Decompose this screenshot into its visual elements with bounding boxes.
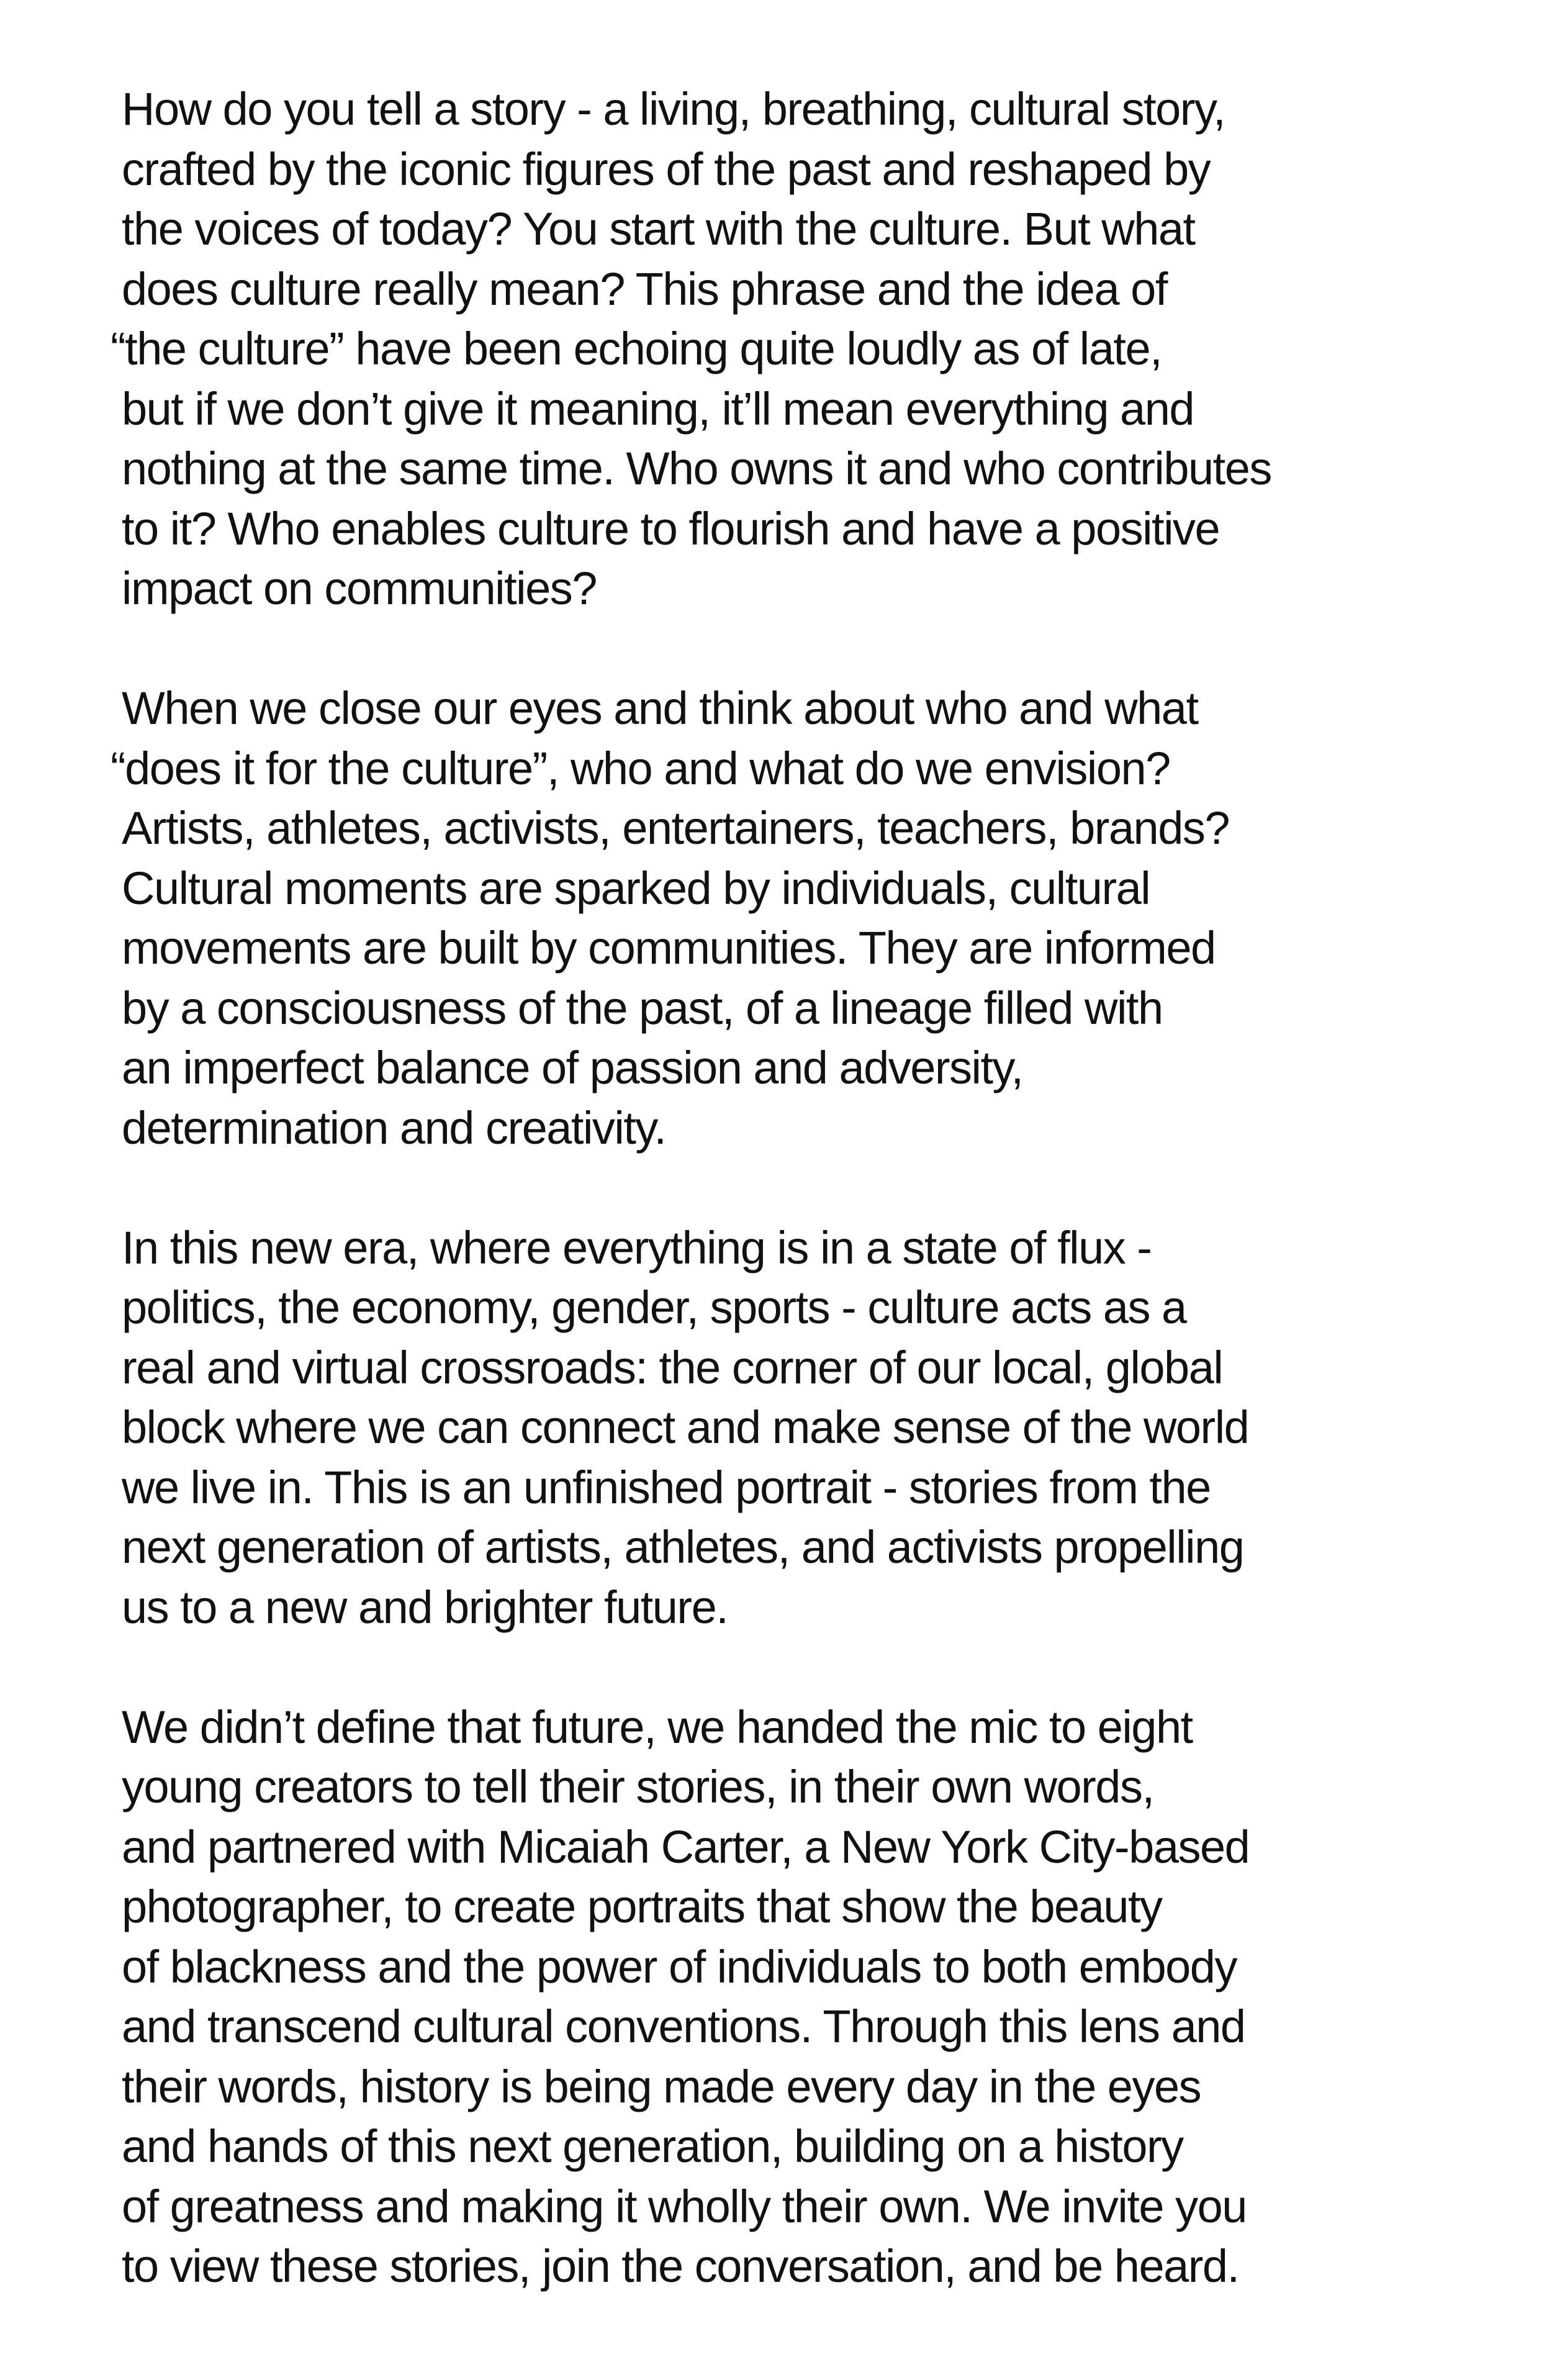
text-line: “does it for the culture”, who and what do we envision? bbox=[111, 742, 1170, 794]
paragraph-spacer bbox=[122, 1637, 1518, 1698]
text-line: and partnered with Micaiah Carter, a New York City-based bbox=[122, 1821, 1250, 1873]
text-line: crafted by the iconic figures of the past and reshaped by bbox=[122, 143, 1211, 195]
text-line: block where we can connect and make sense of the world bbox=[122, 1401, 1249, 1453]
text-line: We didn’t define that future, we handed the mic to eight bbox=[122, 1701, 1193, 1753]
text-line: the voices of today? You start with the culture. But what bbox=[122, 203, 1195, 255]
paragraph-3 bbox=[122, 1218, 1518, 1638]
text-line: determination and creativity. bbox=[122, 1102, 666, 1154]
text-line: Artists, athletes, activists, entertainers, teachers, brands? bbox=[122, 802, 1230, 854]
paragraph-spacer bbox=[122, 619, 1518, 679]
text-line: next generation of artists, athletes, and activists propelling bbox=[122, 1521, 1244, 1573]
text-line: and transcend cultural conventions. Through this lens and bbox=[122, 2001, 1245, 2052]
text-line: When we close our eyes and think about who and what bbox=[122, 682, 1198, 734]
text-line: young creators to tell their stories, in their own words, bbox=[122, 1761, 1154, 1812]
body-text bbox=[111, 79, 1518, 2297]
paragraph-4 bbox=[122, 1698, 1518, 2297]
text-line: by a consciousness of the past, of a lineage filled with bbox=[122, 982, 1163, 1034]
text-line: does culture really mean? This phrase and the idea of bbox=[122, 263, 1167, 315]
paragraph-2 bbox=[111, 679, 1518, 1158]
text-line: real and virtual crossroads: the corner of our local, global bbox=[122, 1341, 1223, 1393]
text-line: nothing at the same time. Who owns it and who contributes bbox=[122, 443, 1271, 494]
text-line: In this new era, where everything is in a state of flux - bbox=[122, 1221, 1152, 1274]
text-line: us to a new and brighter future. bbox=[122, 1581, 728, 1633]
text-line: “the culture” have been echoing quite loudly as of late, bbox=[111, 323, 1162, 374]
paragraph-1 bbox=[111, 79, 1518, 619]
text-line: we live in. This is an unfinished portrait - stories from the bbox=[122, 1461, 1211, 1513]
text-line: of greatness and making it wholly their own. We invite you bbox=[122, 2180, 1247, 2232]
text-line: Cultural moments are sparked by individuals, cultural bbox=[122, 862, 1150, 914]
paragraph-spacer bbox=[122, 1158, 1518, 1218]
text-line: an imperfect balance of passion and adversity, bbox=[122, 1042, 1023, 1093]
text-line: politics, the economy, gender, sports - culture acts as a bbox=[122, 1282, 1186, 1333]
text-line: of blackness and the power of individuals to both embody bbox=[122, 1940, 1237, 1993]
text-line: but if we don’t give it meaning, it’ll mean everything and bbox=[122, 382, 1194, 435]
text-line: How do you tell a story - a living, breathing, cultural story, bbox=[122, 83, 1225, 135]
text-line: impact on communities? bbox=[122, 563, 597, 614]
text-line: photographer, to create portraits that show the beauty bbox=[122, 1881, 1162, 1932]
text-line: movements are built by communities. They are informed bbox=[122, 922, 1216, 974]
text-line: to it? Who enables culture to flourish and have a positive bbox=[122, 502, 1220, 554]
text-line: their words, history is being made every day in the eyes bbox=[122, 2060, 1201, 2112]
text-line: and hands of this next generation, building on a history bbox=[122, 2120, 1183, 2172]
text-line: to view these stories, join the conversation, and be heard. bbox=[122, 2240, 1239, 2292]
